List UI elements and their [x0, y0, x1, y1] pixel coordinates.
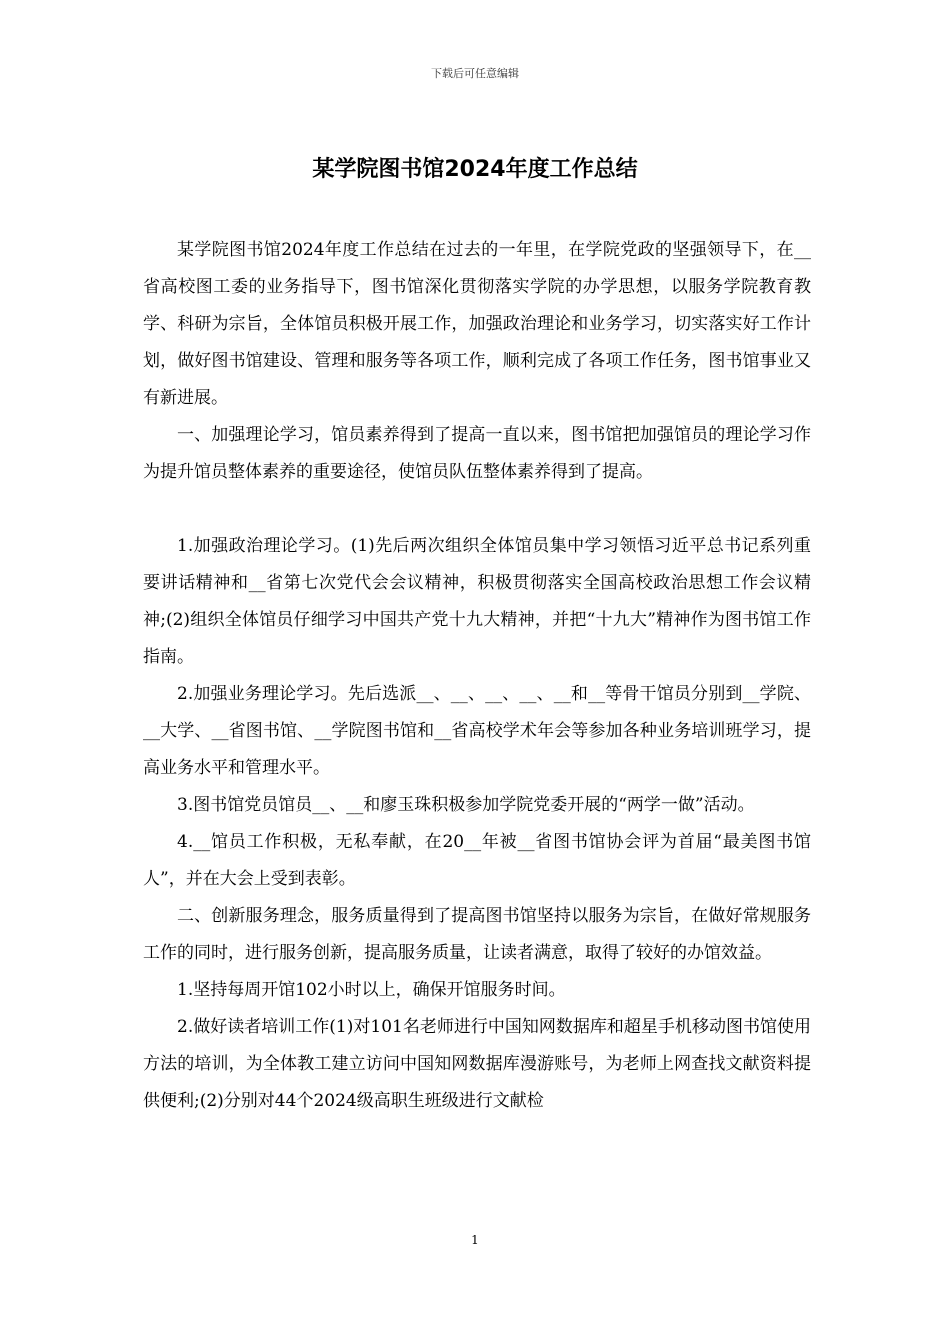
paragraph-intro: 某学院图书馆2024年度工作总结在过去的一年里，在学院党政的坚强领导下，在__省高校图工委的业务指导下，图书馆深化贯彻落实学院的办学思想，以服务学院教育教学、科研为宗旨，全体馆员积极开展工作，加强政治理论和业务学习，切实落实好工作计划，做好图书馆建设、管理和服务等各项工作，顺利完成了各项工作任务，图书馆事业又有新进展。 — [143, 240, 811, 408]
paragraph-item-2-2: 2.做好读者培训工作(1)对101名老师进行中国知网数据库和超星手机移动图书馆使用方法的培训，为全体教工建立访问中国知网数据库漫游账号，为老师上网查找文献资料提供便利;(2)分别对44个2024级高职生班级进行文献检 — [143, 1017, 811, 1111]
paragraph-section-1-heading: 一、加强理论学习，馆员素养得到了提高一直以来，图书馆把加强馆员的理论学习作为提升馆员整体素养的重要途径，使馆员队伍整体素养得到了提高。 — [143, 425, 811, 482]
paragraph-item-1-1: 1.加强政治理论学习。(1)先后两次组织全体馆员集中学习领悟习近平总书记系列重要讲话精神和__省第七次党代会会议精神，积极贯彻落实全国高校政治思想工作会议精神;(2)组织全体馆员仔细学习中国共产党十九大精神，并把“十九大”精神作为图书馆工作指南。 — [143, 536, 811, 667]
page-number: 1 — [471, 1233, 479, 1247]
paragraph-item-1-2: 2.加强业务理论学习。先后选派__、__、__、__、__和__等骨干馆员分别到__学院、__大学、__省图书馆、__学院图书馆和__省高校学术年会等参加各种业务培训班学习，提高业务水平和管理水平。 — [143, 684, 811, 778]
paragraph-item-1-4: 4.__馆员工作积极，无私奉献，在20__年被__省图书馆协会评为首届“最美图书馆人”，并在大会上受到表彰。 — [143, 832, 811, 889]
paragraph-item-2-1: 1.坚持每周开馆102小时以上，确保开馆服务时间。 — [177, 980, 566, 1000]
paragraph-section-2-heading: 二、创新服务理念，服务质量得到了提高图书馆坚持以服务为宗旨，在做好常规服务工作的同时，进行服务创新，提高服务质量，让读者满意，取得了较好的办馆效益。 — [143, 906, 811, 963]
paragraph-item-1-3: 3.图书馆党员馆员__、__和廖玉珠积极参加学院党委开展的“两学一做”活动。 — [177, 795, 755, 815]
document-body — [143, 232, 811, 1120]
document-title: 某学院图书馆2024年度工作总结 — [312, 157, 638, 182]
header-note: 下载后可任意编辑 — [431, 67, 519, 80]
